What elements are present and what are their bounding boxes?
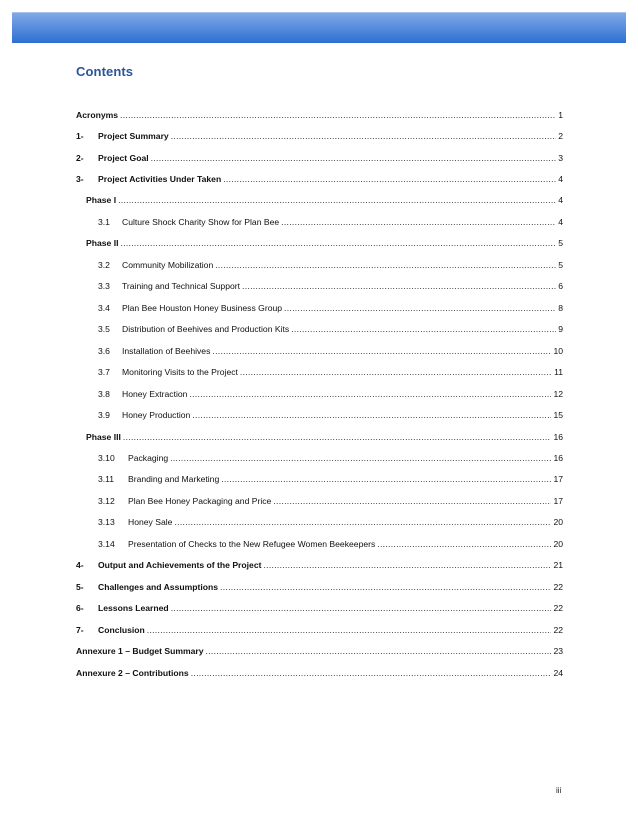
- toc-entry-3-3[interactable]: [76, 278, 563, 292]
- toc-entry-3-1[interactable]: [76, 214, 563, 228]
- toc-page-number: 11: [554, 367, 563, 377]
- toc-leader: [291, 323, 556, 335]
- toc-leader: [120, 237, 556, 249]
- toc-entry-3-13[interactable]: [76, 514, 563, 528]
- toc-leader: [120, 109, 556, 121]
- toc-entry-number: 2-: [76, 153, 84, 163]
- toc-page-number: 4: [558, 217, 563, 227]
- toc-page-number: 22: [553, 582, 563, 592]
- toc-entry-number: 3.4: [98, 303, 110, 313]
- toc-entry-number: 3.12: [98, 496, 115, 506]
- toc-leader: [123, 431, 552, 443]
- toc-entry-number: 3.8: [98, 389, 110, 399]
- toc-entry-project-summary[interactable]: [76, 128, 563, 142]
- toc-leader: [377, 538, 551, 550]
- toc-entry-challenges[interactable]: [76, 579, 563, 593]
- toc-entry-label: Project Goal: [98, 153, 149, 163]
- toc-entry-number: 4-: [76, 560, 84, 570]
- toc-entry-phase-3[interactable]: [76, 429, 563, 443]
- toc-entry-number: 3.7: [98, 367, 110, 377]
- toc-entry-label: Plan Bee Houston Honey Business Group: [122, 303, 283, 313]
- toc-entry-label: Honey Sale: [128, 517, 173, 527]
- toc-page-number: 20: [553, 517, 563, 527]
- toc-entry-label: Training and Technical Support: [122, 281, 240, 291]
- toc-page-number: 6: [558, 281, 563, 291]
- toc-page-number: 16: [553, 432, 563, 442]
- toc-entry-label: Phase II: [86, 238, 119, 248]
- toc-leader: [174, 516, 551, 528]
- page-title: Contents: [76, 64, 134, 79]
- toc-leader: [263, 559, 551, 571]
- toc-entry-3-10[interactable]: [76, 450, 563, 464]
- toc-entry-label: Honey Production: [122, 410, 191, 420]
- toc-entry-label: Challenges and Assumptions: [98, 582, 219, 592]
- toc-entry-number: 3.1: [98, 217, 110, 227]
- toc-entry-number: 3.9: [98, 410, 110, 420]
- toc-entry-number: 3.2: [98, 260, 110, 270]
- toc-entry-3-14[interactable]: [76, 536, 563, 550]
- toc-leader: [215, 259, 556, 271]
- toc-entry-3-4[interactable]: [76, 300, 563, 314]
- toc-entry-project-goal[interactable]: [76, 150, 563, 164]
- toc-entry-acronyms[interactable]: [76, 107, 563, 121]
- toc-entry-label: Distribution of Beehives and Production Kits: [122, 324, 290, 334]
- footer-page-number: iii: [556, 786, 562, 795]
- toc-entry-label: Phase III: [86, 432, 121, 442]
- toc-page-number: 8: [558, 303, 563, 313]
- toc-entry-label: Culture Shock Charity Show for Plan Bee: [122, 217, 280, 227]
- toc-entry-label: Branding and Marketing: [128, 474, 220, 484]
- toc-entry-phase-1[interactable]: [76, 192, 563, 206]
- toc-leader: [118, 194, 556, 206]
- toc-entry-annexure-1[interactable]: [76, 643, 563, 657]
- toc-entry-number: 3.5: [98, 324, 110, 334]
- toc-leader: [281, 216, 556, 228]
- toc-entry-3-6[interactable]: [76, 343, 563, 357]
- toc-entry-number: 7-: [76, 625, 84, 635]
- toc-leader: [220, 581, 551, 593]
- toc-entry-3-2[interactable]: [76, 257, 563, 271]
- toc-entry-3-7[interactable]: [76, 364, 563, 378]
- toc-entry-label: Acronyms: [76, 110, 119, 120]
- toc-entry-label: Presentation of Checks to the New Refugee Women Beekeepers: [128, 539, 376, 549]
- toc-page-number: 16: [553, 453, 563, 463]
- toc-entry-number: 3.6: [98, 346, 110, 356]
- toc-entry-lessons-learned[interactable]: [76, 600, 563, 614]
- toc-entry-number: 3.14: [98, 539, 115, 549]
- toc-entry-label: Conclusion: [98, 625, 145, 635]
- toc-page-number: 1: [558, 110, 563, 120]
- toc-page-number: 22: [553, 625, 563, 635]
- toc-entry-label: Community Mobilization: [122, 260, 214, 270]
- toc-entry-label: Monitoring Visits to the Project: [122, 367, 238, 377]
- toc-page-number: 23: [553, 646, 563, 656]
- toc-entry-number: 3.10: [98, 453, 115, 463]
- toc-entry-label: Output and Achievements of the Project: [98, 560, 262, 570]
- toc-entry-label: Project Activities Under Taken: [98, 174, 222, 184]
- toc-page-number: 3: [558, 153, 563, 163]
- toc-page-number: 17: [553, 474, 563, 484]
- toc-entry-annexure-2[interactable]: [76, 665, 563, 679]
- toc-leader: [223, 173, 556, 185]
- toc-leader: [242, 280, 556, 292]
- toc-page-number: 17: [553, 496, 563, 506]
- toc-page-number: 5: [558, 260, 563, 270]
- toc-page-number: 20: [553, 539, 563, 549]
- toc-entry-phase-2[interactable]: [76, 235, 563, 249]
- toc-page-number: 12: [553, 389, 563, 399]
- toc-leader: [273, 495, 551, 507]
- toc-entry-label: Honey Extraction: [122, 389, 188, 399]
- toc-entry-label: Lessons Learned: [98, 603, 169, 613]
- toc-page-number: 4: [558, 174, 563, 184]
- toc-page-number: 10: [553, 346, 563, 356]
- toc-entry-number: 6-: [76, 603, 84, 613]
- toc-leader: [192, 409, 551, 421]
- toc-entry-3-11[interactable]: [76, 471, 563, 485]
- toc-page-number: 24: [553, 668, 563, 678]
- toc-page-number: 15: [553, 410, 563, 420]
- toc-leader: [171, 602, 552, 614]
- toc-leader: [206, 645, 552, 657]
- toc-leader: [221, 473, 551, 485]
- toc-entry-output-achievements[interactable]: [76, 557, 563, 571]
- toc-entry-number: 3-: [76, 174, 84, 184]
- toc-page-number: 2: [558, 131, 563, 141]
- toc-leader: [170, 452, 551, 464]
- toc-entry-project-activities[interactable]: [76, 171, 563, 185]
- toc-entry-number: 1-: [76, 131, 84, 141]
- toc-leader: [171, 130, 557, 142]
- toc-leader: [147, 624, 552, 636]
- toc-leader: [240, 366, 552, 378]
- toc-leader: [212, 345, 551, 357]
- toc-entry-3-9[interactable]: [76, 407, 563, 421]
- toc-leader: [189, 388, 551, 400]
- toc-entry-label: Annexure 1 – Budget Summary: [76, 646, 204, 656]
- toc-entry-conclusion[interactable]: [76, 622, 563, 636]
- toc-entry-number: 3.13: [98, 517, 115, 527]
- toc-entry-number: 5-: [76, 582, 84, 592]
- toc-entry-3-8[interactable]: [76, 386, 563, 400]
- toc-entry-3-5[interactable]: [76, 321, 563, 335]
- toc-entry-number: 3.11: [98, 474, 115, 484]
- toc-entry-number: 3.3: [98, 281, 110, 291]
- toc-entry-label: Packaging: [128, 453, 169, 463]
- toc-leader: [284, 302, 556, 314]
- toc-page-number: 4: [558, 195, 563, 205]
- toc-entry-label: Project Summary: [98, 131, 169, 141]
- toc-entry-3-12[interactable]: [76, 493, 563, 507]
- toc-leader: [151, 152, 557, 164]
- toc-leader: [191, 667, 552, 679]
- toc-entry-label: Installation of Beehives: [122, 346, 211, 356]
- toc-page-number: 5: [558, 238, 563, 248]
- toc-page-number: 9: [558, 324, 563, 334]
- toc-entry-label: Plan Bee Honey Packaging and Price: [128, 496, 272, 506]
- toc-page-number: 21: [553, 560, 563, 570]
- toc-entry-label: Phase I: [86, 195, 117, 205]
- toc-entry-label: Annexure 2 – Contributions: [76, 668, 189, 678]
- toc-page-number: 22: [553, 603, 563, 613]
